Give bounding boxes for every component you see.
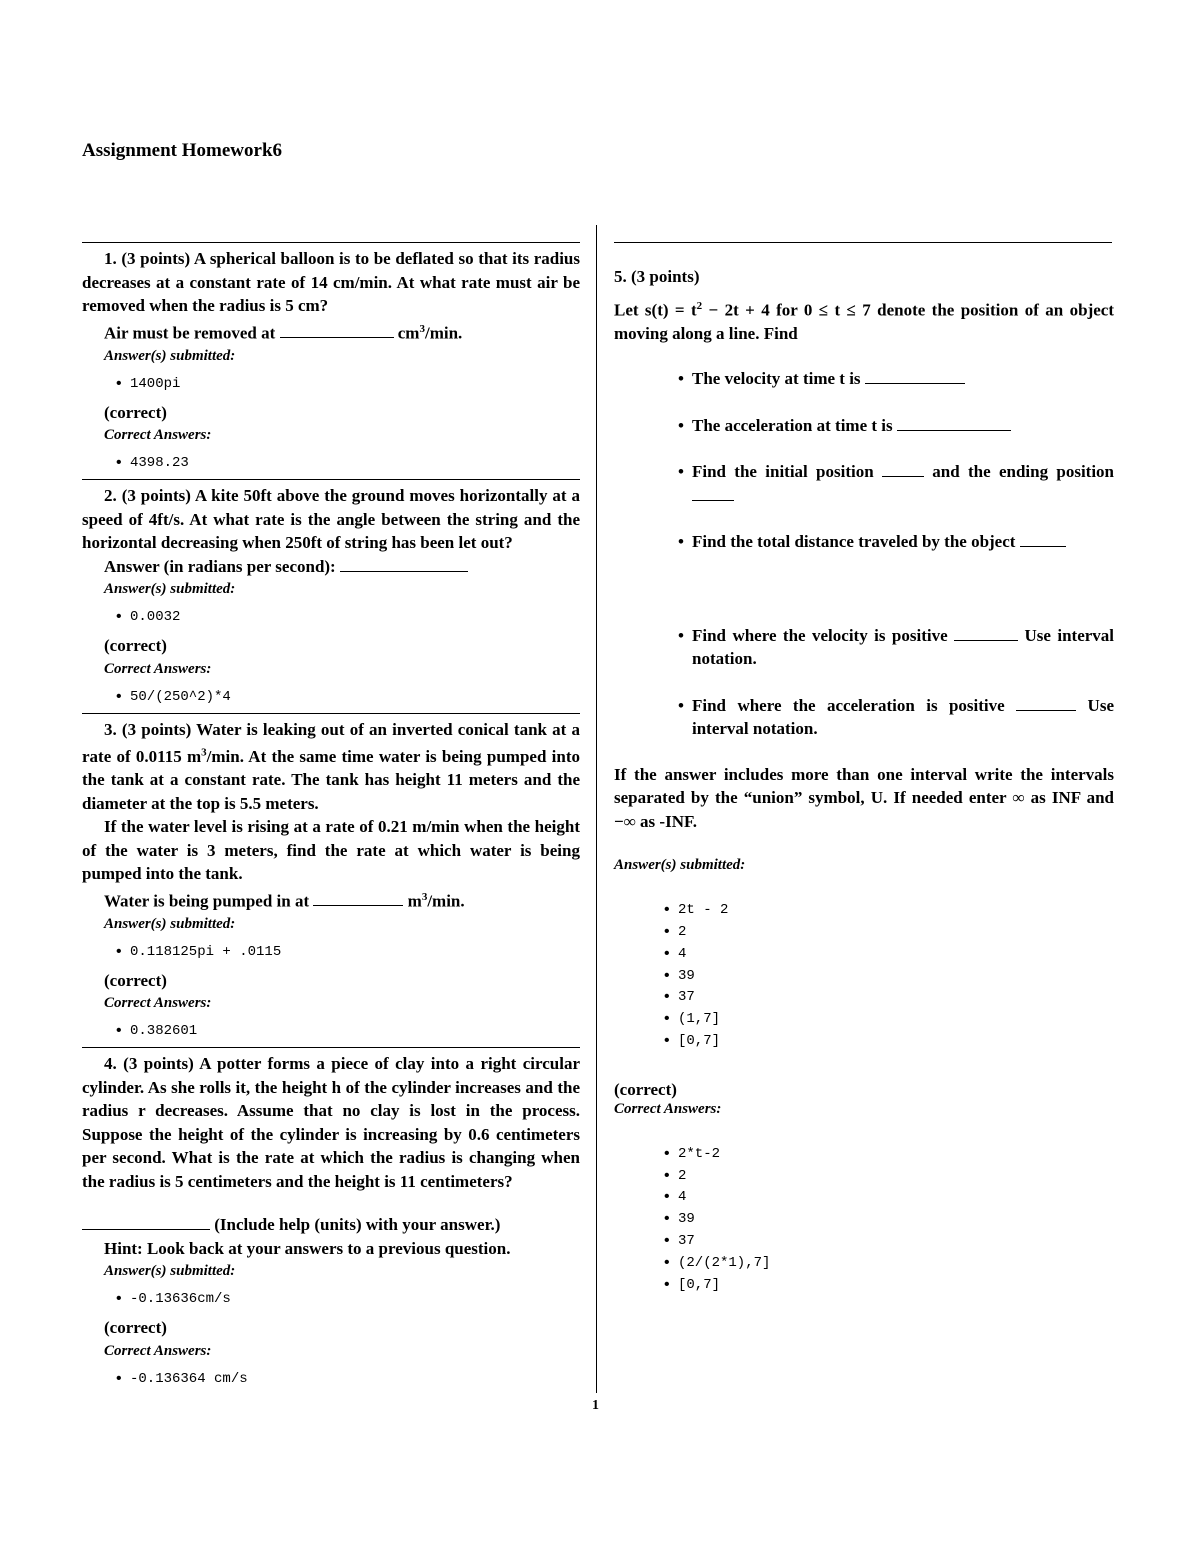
part-total-distance: • Find the total distance traveled by the object	[692, 530, 1114, 554]
problem-5	[614, 265, 1114, 1296]
list-item: • 39	[678, 1209, 1114, 1231]
list-item: • 37	[678, 1231, 1114, 1253]
problem-text: (3 points) A kite 50ft above the ground moves horizontally at a speed of 4ft/s. At what rate is the angle between the string and the horizontal decreasing when 250ft of string has been let out?	[82, 486, 581, 553]
answer-blank[interactable]	[897, 416, 1011, 431]
submitted-label: Answer(s) submitted:	[104, 915, 236, 932]
part-acceleration: • The acceleration at time t is	[692, 414, 1114, 438]
problem-text: (3 points) A potter forms a piece of clay into a right circular cylinder. As she rolls it, the height h of the cylinder increases and the radius r decreases. Assume that no clay is lost in the process. Suppose the height of the cylinder is increasing by 0.6 centimeters per second. What is the rate at which the radius is changing when the radius is 5 centimeters and the height is 11 centimeters?	[82, 1054, 581, 1191]
list-item: • -0.13636cm/s	[130, 1288, 580, 1310]
answer-blank[interactable]	[340, 557, 468, 572]
correct-answers	[82, 1368, 580, 1390]
answer-blank[interactable]	[313, 891, 403, 906]
list-item: • 2	[678, 1166, 1114, 1188]
answer-blank[interactable]	[280, 323, 394, 338]
problem-2	[82, 479, 580, 708]
problem-header: 5. (3 points)	[614, 267, 700, 286]
list-item: • 50/(250^2)*4	[130, 686, 580, 708]
column-divider	[596, 225, 597, 1393]
answer-prompt: (Include help (units) with your answer.)	[82, 1213, 580, 1237]
list-item: • (1,7]	[678, 1009, 1114, 1031]
status-correct: (correct)	[104, 970, 167, 990]
correct-answers-label: Correct Answers:	[104, 1342, 212, 1359]
interval-note: If the answer includes more than one interval write the intervals separated by the “union” symbol, U. If needed enter ∞ as INF and −∞ as -INF.	[614, 764, 1114, 831]
submitted-label: Answer(s) submitted:	[104, 581, 236, 598]
correct-answers-label: Correct Answers:	[104, 427, 212, 444]
submitted-label: Answer(s) submitted:	[614, 857, 746, 874]
submitted-answers	[82, 1288, 580, 1310]
list-item: • [0,7]	[678, 1275, 1114, 1297]
submitted-answers	[614, 900, 1114, 1053]
answer-blank[interactable]	[1020, 532, 1066, 547]
list-item: • -0.136364 cm/s	[130, 1368, 580, 1390]
question-parts	[614, 367, 1114, 741]
problem-text-2: If the water level is rising at a rate of 0.21 m/min when the height of the water is 3 meters, find the rate at which water is being pumped into the tank.	[82, 817, 580, 884]
answer-blank[interactable]	[1016, 696, 1076, 711]
correct-answers-label: Correct Answers:	[104, 995, 212, 1012]
problem-3	[82, 713, 580, 1043]
answer-blank[interactable]	[882, 462, 924, 477]
answer-prompt: Water is being pumped in at $m^3/\min$.	[104, 890, 465, 911]
status-correct: (correct)	[104, 402, 167, 422]
correct-answers	[82, 452, 580, 474]
problem-5-rule	[614, 242, 1112, 243]
list-item: • 37	[678, 987, 1114, 1009]
submitted-answers	[82, 941, 580, 963]
status-correct: (correct)	[614, 1079, 677, 1099]
part-acceleration-positive: • Find where the acceleration is positive Use interval notation.	[692, 694, 1114, 741]
left-column	[82, 242, 580, 1390]
correct-answers	[614, 1144, 1114, 1297]
answer-blank[interactable]	[692, 486, 734, 501]
list-item: • 2t - 2	[678, 900, 1114, 922]
list-item: • 4	[678, 1187, 1114, 1209]
submitted-label: Answer(s) submitted:	[104, 347, 236, 364]
problem-number: 3.	[104, 719, 117, 739]
hint-text: Hint: Look back at your answers to a previous question.	[104, 1238, 511, 1258]
answer-blank[interactable]	[865, 369, 965, 384]
correct-answers-label: Correct Answers:	[614, 1100, 722, 1117]
problem-text: Let $s(t) = t^2 - 2t + 4$ for 0 ≤ t ≤ 7 denote the position of an object moving along a line. Find	[614, 299, 1114, 343]
list-item: • (2/(2*1),7]	[678, 1253, 1114, 1275]
list-item: • 0.0032	[130, 606, 580, 628]
problem-number: 4.	[104, 1054, 117, 1074]
status-correct: (correct)	[104, 636, 167, 656]
part-positions: • Find the initial position and the ending position	[692, 460, 1114, 507]
page-number: 1	[592, 1398, 599, 1413]
submitted-answers	[82, 373, 580, 395]
submitted-label: Answer(s) submitted:	[104, 1263, 236, 1280]
problem-4	[82, 1047, 580, 1390]
list-item: • 4398.23	[130, 452, 580, 474]
part-velocity: • The velocity at time t is	[692, 367, 1114, 391]
answer-blank[interactable]	[82, 1215, 210, 1230]
problem-1	[82, 242, 580, 474]
list-item: • 39	[678, 966, 1114, 988]
correct-answers	[82, 1020, 580, 1042]
list-item: • 0.382601	[130, 1020, 580, 1042]
correct-answers	[82, 686, 580, 708]
list-item: • 0.118125pi + .0115	[130, 941, 580, 963]
problem-text: (3 points) A spherical balloon is to be deflated so that its radius decreases at a constant rate of 14 cm/min. At what rate must air be removed when the radius is 5 cm?	[82, 249, 580, 315]
correct-answers-label: Correct Answers:	[104, 660, 212, 677]
problem-number: 2.	[104, 486, 117, 506]
list-item: • [0,7]	[678, 1031, 1114, 1053]
answer-prompt: Air must be removed at $cm^3/\min$.	[104, 322, 463, 343]
list-item: • 4	[678, 944, 1114, 966]
answer-blank[interactable]	[954, 626, 1018, 641]
problem-text: (3 points) Water is leaking out of an inverted conical tank at a rate of 0.0115 $m^3/\min$. At the same time water is being pumped into the tank at a constant rate. The tank has height 11 meters and the diameter at the top is 5.5 meters.	[82, 719, 580, 813]
assignment-title: Assignment Homework6	[82, 140, 283, 161]
submitted-answers	[82, 606, 580, 628]
problem-number: 1.	[104, 249, 117, 268]
status-correct: (correct)	[104, 1318, 167, 1338]
list-item: • 2	[678, 922, 1114, 944]
answer-prompt: Answer (in radians per second):	[82, 555, 580, 579]
part-velocity-positive: • Find where the velocity is positive Use interval notation.	[692, 624, 1114, 671]
list-item: • 2*t-2	[678, 1144, 1114, 1166]
list-item: • 1400pi	[130, 373, 580, 395]
